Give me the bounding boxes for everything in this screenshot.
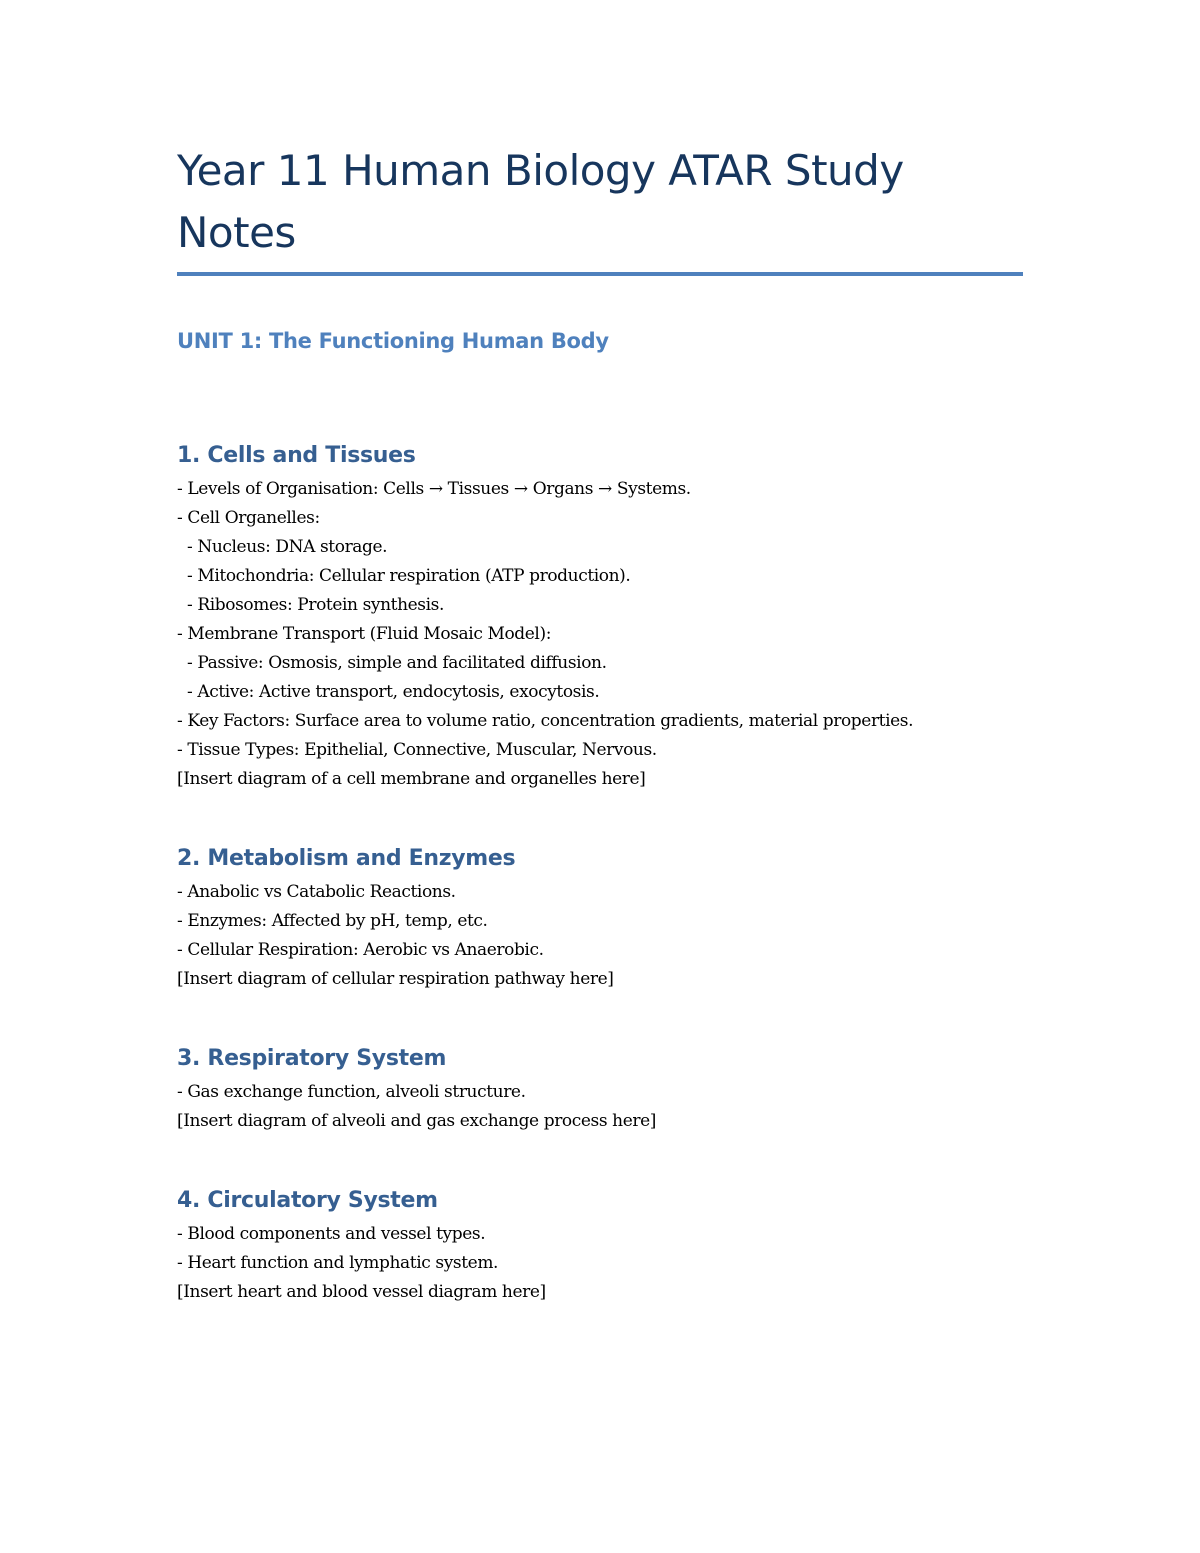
section-metabolism-and-enzymes <box>177 844 1023 994</box>
note-line: - Passive: Osmosis, simple and facilitated diffusion. <box>177 653 607 673</box>
section-cells-and-tissues <box>177 441 1023 794</box>
title-underline-rule <box>177 272 1023 276</box>
section-heading: 2. Metabolism and Enzymes <box>177 846 516 871</box>
note-line: - Nucleus: DNA storage. <box>177 537 388 557</box>
section-heading: 3. Respiratory System <box>177 1046 447 1071</box>
note-line: - Cell Organelles: <box>177 508 320 528</box>
note-line: - Cellular Respiration: Aerobic vs Anaerobic. <box>177 940 544 960</box>
unit-heading: UNIT 1: The Functioning Human Body <box>177 329 609 353</box>
note-line: - Membrane Transport (Fluid Mosaic Model): <box>177 624 552 644</box>
document-page <box>177 140 1023 1307</box>
document-title-line-2: Notes <box>177 208 296 257</box>
note-line: - Gas exchange function, alveoli structure. <box>177 1082 526 1102</box>
diagram-placeholder: [Insert diagram of a cell membrane and organelles here] <box>177 769 646 789</box>
note-line: - Heart function and lymphatic system. <box>177 1253 499 1273</box>
diagram-placeholder: [Insert diagram of cellular respiration pathway here] <box>177 969 614 989</box>
note-line: - Tissue Types: Epithelial, Connective, Muscular, Nervous. <box>177 740 657 760</box>
note-line: - Anabolic vs Catabolic Reactions. <box>177 882 456 902</box>
note-line: - Active: Active transport, endocytosis, exocytosis. <box>177 682 600 702</box>
note-line: - Key Factors: Surface area to volume ratio, concentration gradients, material properties. <box>177 711 914 731</box>
note-line: - Enzymes: Affected by pH, temp, etc. <box>177 911 488 931</box>
diagram-placeholder: [Insert diagram of alveoli and gas exchange process here] <box>177 1111 657 1131</box>
section-respiratory-system <box>177 1044 1023 1136</box>
section-heading: 1. Cells and Tissues <box>177 443 416 468</box>
diagram-placeholder: [Insert heart and blood vessel diagram here] <box>177 1282 546 1302</box>
note-line: - Blood components and vessel types. <box>177 1224 486 1244</box>
note-line: - Mitochondria: Cellular respiration (ATP production). <box>177 566 631 586</box>
document-title <box>177 140 1023 264</box>
document-title-line-1: Year 11 Human Biology ATAR Study <box>177 146 904 195</box>
section-heading: 4. Circulatory System <box>177 1188 438 1213</box>
section-circulatory-system <box>177 1186 1023 1307</box>
note-line: - Levels of Organisation: Cells → Tissues → Organs → Systems. <box>177 479 691 499</box>
note-line: - Ribosomes: Protein synthesis. <box>177 595 444 615</box>
